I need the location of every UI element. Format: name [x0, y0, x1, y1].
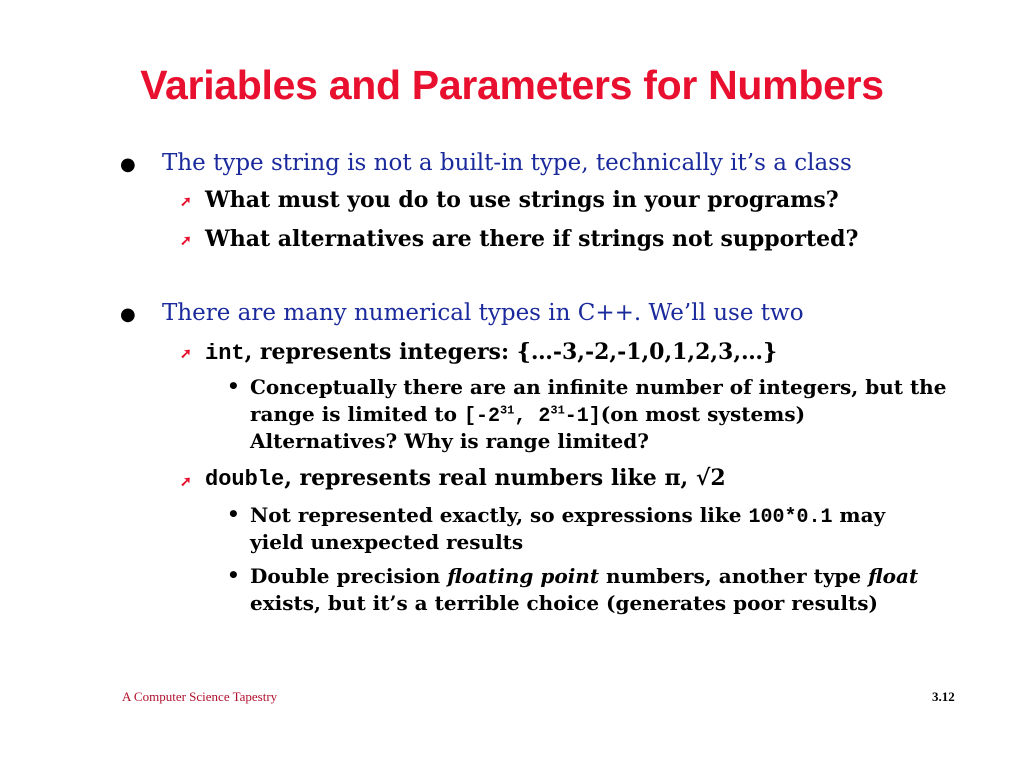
arrow-bullet-icon: ➚	[180, 233, 192, 249]
double-point1-text: Not represented exactly, so expressions like	[250, 503, 749, 527]
int-range	[464, 405, 601, 428]
bullet-dot-icon: ●	[120, 154, 136, 175]
range-close: -1]	[564, 405, 601, 428]
range-note: (on most systems)	[600, 402, 806, 426]
range-mid: , 2	[514, 405, 551, 428]
bullet-dot-icon: ●	[120, 304, 136, 325]
range-exponent-2: 31	[550, 403, 565, 418]
range-intro: range is limited to	[250, 402, 464, 426]
int-point-line2	[250, 401, 805, 430]
bullet-numerical-types: There are many numerical types in C++. We’ll use two	[162, 300, 804, 326]
sub-bullet-double	[205, 465, 726, 492]
expression-code: 100*0.1	[748, 506, 833, 529]
sub-bullet-int	[205, 339, 777, 366]
footer-text: A Computer Science Tapestry	[122, 689, 278, 704]
arrow-bullet-icon: ➚	[180, 194, 192, 210]
arrow-bullet-icon: ➚	[180, 474, 192, 490]
small-dot-icon: •	[227, 502, 240, 526]
double-point2-mid: numbers, another type	[599, 564, 869, 588]
range-open: [-2	[463, 405, 500, 428]
int-point-line3: Alternatives? Why is range limited?	[250, 429, 649, 453]
double-point2-text: Double precision	[250, 564, 448, 588]
small-dot-icon: •	[227, 563, 240, 587]
floating-point-term: floating point	[447, 564, 600, 588]
small-dot-icon: •	[227, 374, 240, 398]
double-point1-line2: yield unexpected results	[250, 530, 524, 554]
range-exponent-1: 31	[499, 403, 515, 418]
int-description: , represents integers: {…-3,-2,-1,0,1,2,3,…}	[244, 339, 778, 365]
slide-title: Variables and Parameters for Numbers	[140, 62, 884, 108]
double-point1-line1	[250, 502, 885, 531]
double-point2-line2: exists, but it’s a terrible choice (generates poor results)	[250, 591, 878, 615]
sub-bullet-strings-use: What must you do to use strings in your programs?	[205, 187, 839, 213]
int-point-line1: Conceptually there are an infinite number of integers, but the	[250, 375, 947, 399]
float-term: float	[868, 564, 919, 588]
page-number: 3.12	[932, 689, 955, 704]
double-keyword: double	[205, 467, 285, 492]
bullet-string-type: The type string is not a built-in type, technically it’s a class	[162, 150, 852, 176]
int-keyword: int	[205, 341, 245, 366]
double-point2-line1	[250, 563, 918, 590]
sub-bullet-strings-alternatives: What alternatives are there if strings not supported?	[205, 226, 859, 252]
arrow-bullet-icon: ➚	[180, 346, 192, 362]
double-point1-tail: may	[832, 503, 886, 527]
double-description: , represents real numbers like π, √2	[284, 465, 726, 491]
